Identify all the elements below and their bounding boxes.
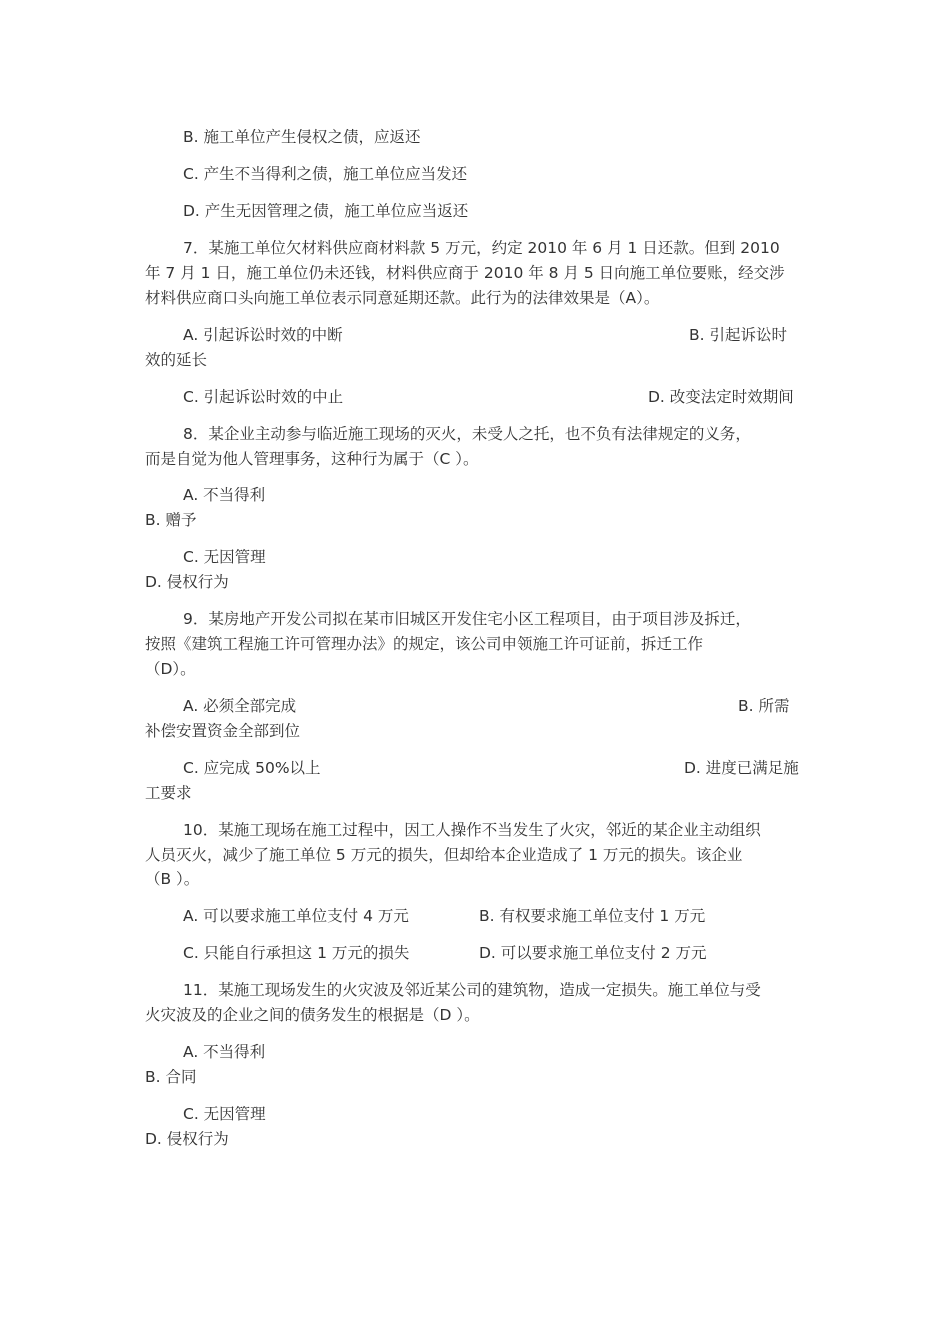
q11-option-c: C. 无因管理 [183, 1105, 266, 1123]
q6-option-d: D. 产生无因管理之债，施工单位应当返还 [183, 202, 469, 220]
q8-option-a: A. 不当得利 [183, 486, 266, 504]
q11-option-b: B. 合同 [145, 1068, 197, 1086]
q7-option-b-part-1: B. 引起诉讼时 [689, 326, 787, 344]
q8-option-c: C. 无因管理 [183, 548, 266, 566]
q8-option-d: D. 侵权行为 [145, 573, 229, 591]
q11-option-d: D. 侵权行为 [145, 1130, 229, 1148]
q7-stem-line-1: 7．某施工单位欠材料供应商材料款 5 万元，约定 2010 年 6 月 1 日还款。但到 2010 [183, 239, 780, 257]
q10-option-d: D. 可以要求施工单位支付 2 万元 [479, 944, 707, 962]
q7-stem-line-3: 材料供应商口头向施工单位表示同意延期还款。此行为的法律效果是（A）。 [145, 289, 660, 307]
q8-option-b: B. 赠予 [145, 511, 197, 529]
q9-option-b-part-1: B. 所需 [738, 697, 790, 715]
q10-stem-line-2: 人员灭火，减少了施工单位 5 万元的损失，但却给本企业造成了 1 万元的损失。该企业 [145, 846, 743, 864]
q10-option-c: C. 只能自行承担这 1 万元的损失 [183, 944, 410, 962]
q9-stem-line-2: 按照《建筑工程施工许可管理办法》的规定，该公司申领施工许可证前，拆迁工作 [145, 635, 704, 653]
q9-option-b-part-2: 补偿安置资金全部到位 [145, 722, 301, 740]
q10-stem-line-3: （B ）。 [145, 870, 200, 888]
q11-stem-line-1: 11．某施工现场发生的火灾波及邻近某公司的建筑物，造成一定损失。施工单位与受 [183, 981, 761, 999]
q9-stem-line-1: 9．某房地产开发公司拟在某市旧城区开发住宅小区工程项目，由于项目涉及拆迁， [183, 610, 751, 628]
q9-stem-line-3: （D）。 [145, 660, 196, 678]
q11-stem-line-2: 火灾波及的企业之间的债务发生的根据是（D ）。 [145, 1006, 480, 1024]
q11-option-a: A. 不当得利 [183, 1043, 266, 1061]
q7-option-c: C. 引起诉讼时效的中止 [183, 388, 344, 406]
q10-stem-line-1: 10．某施工现场在施工过程中，因工人操作不当发生了火灾，邻近的某企业主动组织 [183, 821, 761, 839]
q9-option-c: C. 应完成 50%以上 [183, 759, 321, 777]
q6-option-c: C. 产生不当得利之债，施工单位应当发还 [183, 165, 468, 183]
q8-stem-line-1: 8．某企业主动参与临近施工现场的灭火，未受人之托，也不负有法律规定的义务， [183, 425, 751, 443]
q10-option-a: A. 可以要求施工单位支付 4 万元 [183, 907, 409, 925]
q10-option-b: B. 有权要求施工单位支付 1 万元 [479, 907, 706, 925]
q6-option-b: B. 施工单位产生侵权之债，应返还 [183, 128, 421, 146]
q7-option-b-part-2: 效的延长 [145, 351, 208, 369]
q9-option-d-part-2: 工要求 [145, 784, 192, 802]
q7-stem-line-2: 年 7 月 1 日，施工单位仍未还钱，材料供应商于 2010 年 8 月 5 日向施工单位要账，经交涉 [145, 264, 785, 282]
q8-stem-line-2: 而是自觉为他人管理事务，这种行为属于（C ）。 [145, 450, 479, 468]
q7-option-d: D. 改变法定时效期间 [648, 388, 794, 406]
q9-option-a: A. 必须全部完成 [183, 697, 297, 715]
q7-option-a: A. 引起诉讼时效的中断 [183, 326, 343, 344]
q9-option-d-part-1: D. 进度已满足施 [684, 759, 799, 777]
